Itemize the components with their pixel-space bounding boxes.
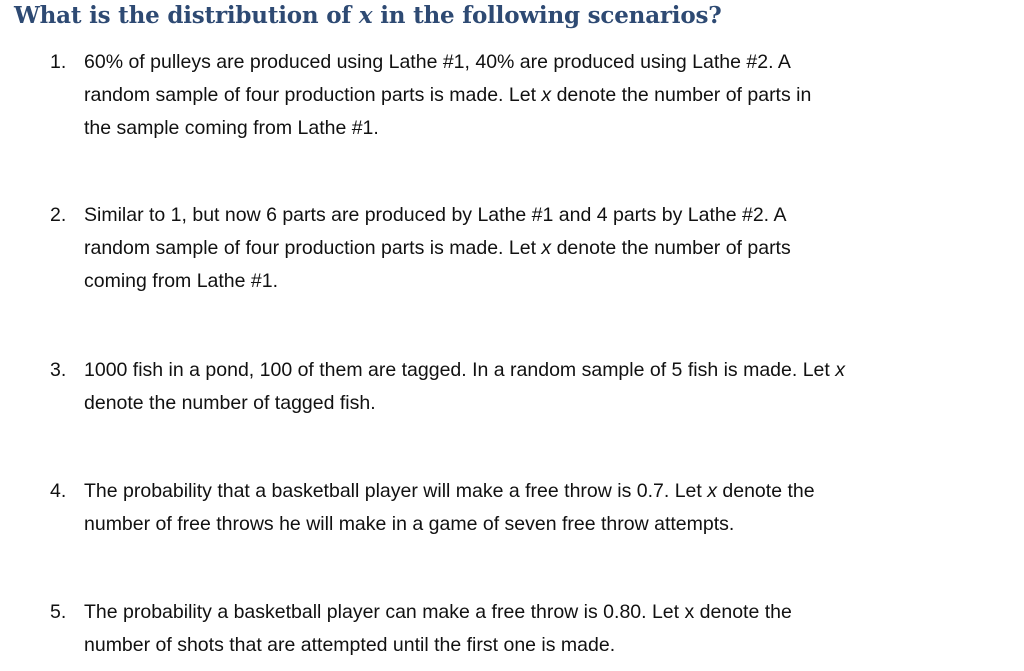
question-line: number of free throws he will make in a game of seven free throw attempts. — [84, 513, 735, 535]
question-number: 4. — [50, 480, 67, 502]
question-line: The probability a basketball player can make a free throw is 0.80. Let x denote the — [84, 601, 792, 623]
variable-x: x — [541, 84, 552, 106]
question-number: 2. — [50, 204, 67, 226]
question-line: denote the number of tagged fish. — [84, 392, 376, 414]
title-text-after: in the following scenarios? — [372, 2, 722, 29]
question-number: 5. — [50, 601, 67, 623]
page-title — [14, 2, 722, 29]
question-number: 3. — [50, 359, 67, 381]
title-variable: x — [358, 2, 373, 29]
title-text-before: What is the distribution of — [14, 2, 359, 29]
variable-x: x — [541, 237, 552, 259]
question-line: 60% of pulleys are produced using Lathe #1, 40% are produced using Lathe #2. A — [84, 51, 791, 73]
question-line: The probability that a basketball player will make a free throw is 0.7. Let x denote the — [84, 480, 815, 502]
question-line: random sample of four production parts is made. Let x denote the number of parts — [84, 237, 791, 259]
question-line: Similar to 1, but now 6 parts are produced by Lathe #1 and 4 parts by Lathe #2. A — [84, 204, 787, 226]
variable-x: x — [835, 359, 845, 381]
question-number: 1. — [50, 51, 67, 73]
question-line: 1000 fish in a pond, 100 of them are tagged. In a random sample of 5 fish is made. Let x — [84, 359, 845, 381]
question-line: number of shots that are attempted until the first one is made. — [84, 634, 616, 656]
variable-x: x — [707, 480, 717, 502]
question-line: random sample of four production parts is made. Let x denote the number of parts in — [84, 84, 812, 106]
question-line: the sample coming from Lathe #1. — [84, 117, 379, 139]
question-line: coming from Lathe #1. — [84, 270, 279, 292]
